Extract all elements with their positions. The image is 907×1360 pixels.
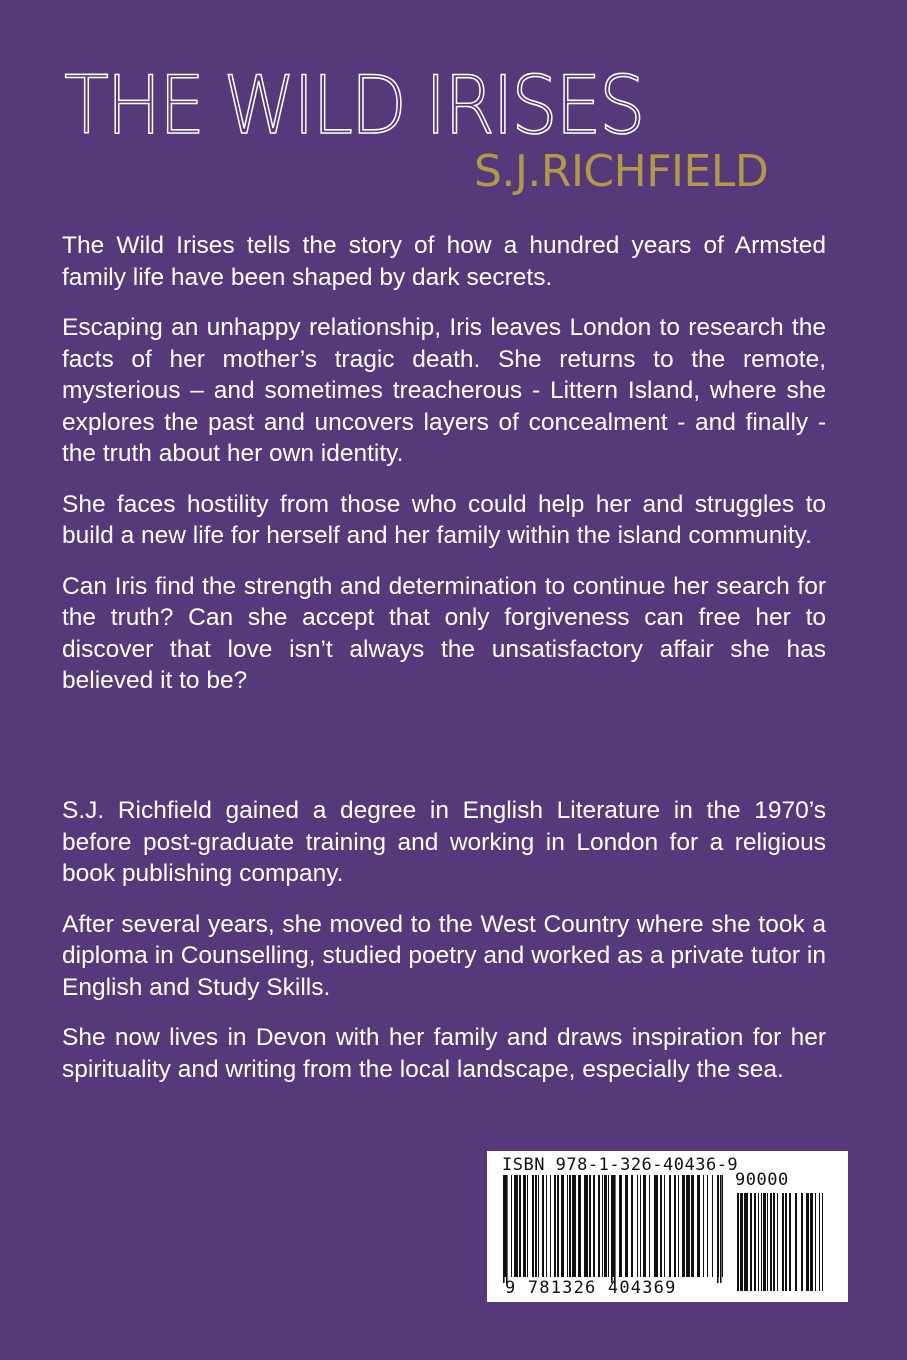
synopsis-paragraph: She faces hostility from those who could help her and struggles to build a new life for herself and her family within the island community. xyxy=(62,490,826,549)
synopsis-paragraph: Escaping an unhappy relationship, Iris leaves London to research the facts of her mother’s tragic death. She returns to the remote, mysterious – and sometimes treacherous - Littern Island, where she explores the past and uncovers layers of concealment - and finally - the truth about her own identity. xyxy=(62,314,826,467)
synopsis xyxy=(62,230,826,716)
barcode-bar xyxy=(514,1175,518,1277)
barcode-digits: 9 781326 404369 xyxy=(505,1278,677,1298)
barcode-bar xyxy=(554,1175,556,1277)
barcode-bar xyxy=(763,1193,766,1291)
barcode-bar xyxy=(703,1175,704,1277)
barcode-bar xyxy=(678,1175,679,1277)
barcode-guard-bar xyxy=(614,1175,616,1283)
barcode-bar xyxy=(640,1175,641,1277)
barcode-bar xyxy=(754,1193,756,1291)
barcode-bar xyxy=(602,1175,603,1277)
barcode-bar xyxy=(569,1175,571,1277)
biography-paragraph: S.J. Richfield gained a degree in English Literature in the 1970’s before post-graduate training and working in London for a religious book publishing company. xyxy=(62,797,826,887)
biography-paragraph: She now lives in Devon with her family and draws inspiration for her spirituality and writing from the local landscape, especially the sea. xyxy=(62,1024,826,1083)
author-name: S.J.RICHFIELD xyxy=(474,146,769,197)
barcode-bar xyxy=(664,1175,665,1277)
barcode-bar xyxy=(637,1175,638,1277)
barcode-bar xyxy=(535,1175,537,1277)
barcode-bar xyxy=(722,1175,723,1277)
barcode-bar xyxy=(669,1175,671,1277)
barcode-guard-bar xyxy=(717,1175,719,1283)
author-biography xyxy=(62,795,826,1104)
barcode-bar xyxy=(542,1175,544,1277)
barcode-bar xyxy=(785,1193,787,1291)
barcode-guard-bar xyxy=(506,1175,508,1283)
barcode-bar xyxy=(546,1175,547,1277)
barcode-bar xyxy=(691,1175,694,1277)
barcode-bar xyxy=(773,1193,775,1291)
barcode-bar xyxy=(538,1175,539,1277)
barcode-bar xyxy=(589,1175,591,1277)
barcode-bar xyxy=(801,1193,803,1291)
barcode-bar xyxy=(782,1193,784,1291)
barcode-bar xyxy=(608,1175,609,1277)
barcode-bar xyxy=(593,1175,595,1277)
barcode-guard-bar xyxy=(611,1175,613,1283)
barcode-bar xyxy=(519,1175,521,1277)
isbn-barcode-box xyxy=(487,1151,848,1302)
barcode-bar xyxy=(758,1193,759,1291)
barcode-bar xyxy=(697,1175,700,1277)
barcode-bar xyxy=(654,1175,658,1277)
barcode-bar xyxy=(532,1175,534,1277)
barcode-bar xyxy=(523,1175,526,1277)
barcode-bar xyxy=(674,1175,676,1277)
barcode-bar xyxy=(598,1175,600,1277)
barcode-bar xyxy=(682,1175,685,1277)
barcode-bar xyxy=(707,1175,708,1277)
barcode-bar xyxy=(625,1175,628,1277)
barcode-bar xyxy=(789,1193,791,1291)
barcode-bar xyxy=(511,1175,512,1277)
barcode-bar xyxy=(819,1193,820,1291)
barcode-bar xyxy=(557,1175,559,1277)
barcode-bar xyxy=(815,1193,816,1291)
barcode-bar xyxy=(737,1193,739,1291)
barcode-bar xyxy=(740,1193,743,1291)
barcode-bar xyxy=(810,1193,813,1291)
barcode-bar xyxy=(806,1193,809,1291)
synopsis-paragraph: Can Iris find the strength and determination to continue her search for the truth? Can she accept that only forgiveness can free her to discover that love isn’t always the unsatisfactory affair she has believed it to be? xyxy=(62,572,826,694)
barcode-bar xyxy=(822,1193,823,1291)
barcode-bar xyxy=(619,1175,622,1277)
barcode-guard-bar xyxy=(720,1175,722,1283)
barcode-bar xyxy=(631,1175,633,1277)
barcode-bar xyxy=(660,1175,662,1277)
barcode-bar xyxy=(550,1175,551,1277)
book-title: THE WILD IRISES xyxy=(64,59,643,152)
price-addon-code: 90000 xyxy=(735,1170,789,1190)
barcode-bar xyxy=(527,1175,528,1277)
barcode-bar xyxy=(744,1193,748,1291)
biography-paragraph: After several years, she moved to the West Country where she took a diploma in Counselling, studied poetry and worked as a private tutor in English and Study Skills. xyxy=(62,910,826,1001)
barcode-bar xyxy=(761,1193,762,1291)
barcode-bar xyxy=(777,1193,778,1291)
barcode-bar xyxy=(578,1175,581,1277)
barcode-bar xyxy=(649,1175,650,1277)
barcode-bar xyxy=(643,1175,646,1277)
barcode-guard-bar xyxy=(503,1175,505,1283)
barcode-bar xyxy=(712,1175,713,1277)
barcode-bar xyxy=(795,1193,797,1291)
barcode-bar xyxy=(767,1193,768,1291)
synopsis-paragraph: The Wild Irises tells the story of how a hundred years of Armsted family life have been shaped by dark secrets. xyxy=(62,232,826,291)
barcode-bar xyxy=(567,1175,568,1277)
barcode-bar xyxy=(604,1175,607,1277)
barcode-bar xyxy=(572,1175,576,1277)
barcode-bar xyxy=(686,1175,690,1277)
barcode-bar xyxy=(561,1175,564,1277)
barcode-bar xyxy=(584,1175,588,1277)
barcode-bar xyxy=(770,1193,772,1291)
isbn-label: ISBN 978-1-326-40436-9 xyxy=(502,1155,739,1175)
barcode-bar xyxy=(750,1193,752,1291)
